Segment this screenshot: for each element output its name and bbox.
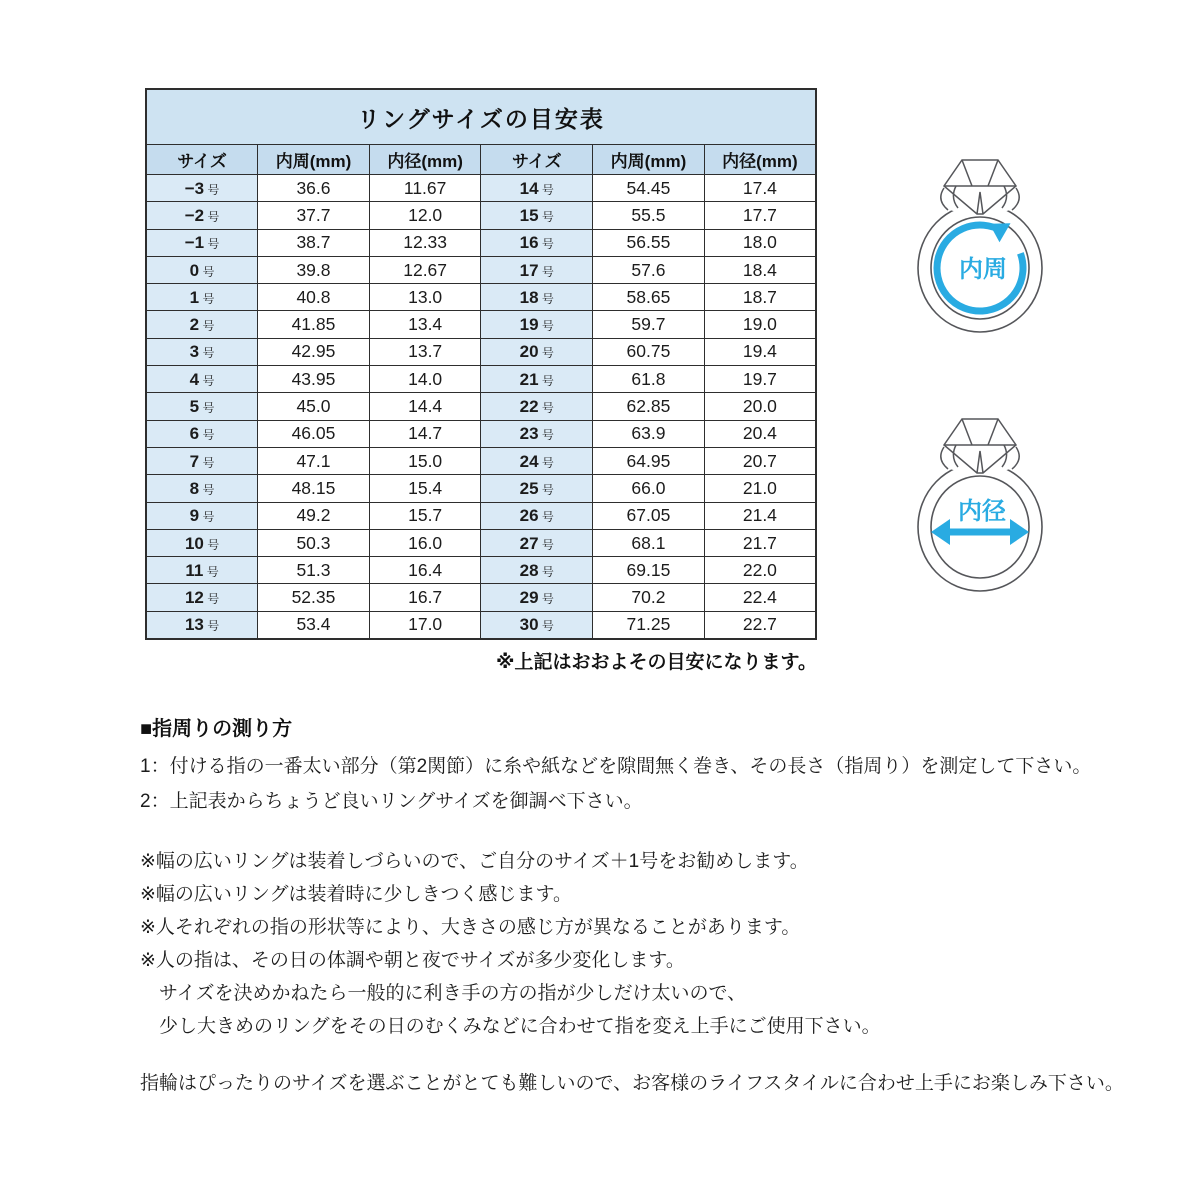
size-cell: 4 号: [146, 366, 258, 393]
inner-circumference-cell: 60.75: [593, 338, 705, 365]
size-cell: 22 号: [481, 393, 593, 420]
size-cell: −2 号: [146, 202, 258, 229]
size-cell: 14 号: [481, 175, 593, 202]
inner-diameter-cell: 16.4: [369, 557, 481, 584]
inner-diameter-cell: 21.7: [704, 529, 816, 556]
inner-circumference-cell: 69.15: [593, 557, 705, 584]
measure-steps: [140, 749, 1091, 819]
table-note: ※上記はおおよその目安になります。: [496, 652, 817, 673]
size-cell: 5 号: [146, 393, 258, 420]
inner-diameter-cell: 22.0: [704, 557, 816, 584]
inner-diameter-cell: 11.67: [369, 175, 481, 202]
inner-circumference-cell: 43.95: [258, 366, 370, 393]
size-cell: 20 号: [481, 338, 593, 365]
inner-diameter-cell: 16.7: [369, 584, 481, 611]
table-row: [146, 202, 816, 229]
size-cell: 7 号: [146, 447, 258, 474]
measure-heading: ■指周りの測り方: [140, 718, 293, 740]
inner-circumference-cell: 54.45: [593, 175, 705, 202]
inner-circumference-cell: 49.2: [258, 502, 370, 529]
inner-diameter-cell: 18.0: [704, 229, 816, 256]
table-row: [146, 284, 816, 311]
note-line-3: ※人それぞれの指の形状等により、大きさの感じ方が異なることがあります。: [140, 917, 801, 938]
size-cell: 16 号: [481, 229, 593, 256]
inner-circumference-cell: 46.05: [258, 420, 370, 447]
size-cell: 23 号: [481, 420, 593, 447]
inner-circumference-cell: 41.85: [258, 311, 370, 338]
size-cell: 8 号: [146, 475, 258, 502]
inner-circumference-cell: 40.8: [258, 284, 370, 311]
inner-diameter-cell: 14.4: [369, 393, 481, 420]
size-cell: 13 号: [146, 611, 258, 639]
size-cell: 28 号: [481, 557, 593, 584]
note-line-1: ※幅の広いリングは装着しづらいので、ご自分のサイズ＋1号をお勧めします。: [140, 851, 809, 872]
inner-circumference-cell: 70.2: [593, 584, 705, 611]
col-header-diameter-right: 内径(mm): [704, 145, 816, 175]
size-cell: −3 号: [146, 175, 258, 202]
inner-circumference-cell: 68.1: [593, 529, 705, 556]
inner-circumference-cell: 42.95: [258, 338, 370, 365]
inner-circumference-cell: 63.9: [593, 420, 705, 447]
inner-diameter-cell: 18.4: [704, 256, 816, 283]
ring-inner-circumference-diagram: [890, 146, 1080, 396]
inner-circumference-cell: 45.0: [258, 393, 370, 420]
col-header-circumference-left: 内周(mm): [258, 145, 370, 175]
size-cell: 2 号: [146, 311, 258, 338]
inner-diameter-cell: 15.0: [369, 447, 481, 474]
size-cell: −1 号: [146, 229, 258, 256]
size-cell: 12 号: [146, 584, 258, 611]
table-row: [146, 502, 816, 529]
col-header-size-left: サイズ: [146, 145, 258, 175]
size-cell: 29 号: [481, 584, 593, 611]
inner-diameter-cell: 17.0: [369, 611, 481, 639]
inner-circumference-label: 内周: [959, 256, 1007, 283]
inner-circumference-cell: 37.7: [258, 202, 370, 229]
note-line-2: ※幅の広いリングは装着時に少しきつく感じます。: [140, 884, 573, 905]
inner-circumference-cell: 50.3: [258, 529, 370, 556]
inner-circumference-cell: 56.55: [593, 229, 705, 256]
inner-diameter-cell: 15.4: [369, 475, 481, 502]
ring-outer-band: [918, 463, 1042, 591]
table-title: リングサイズの目安表: [146, 89, 816, 145]
size-cell: 27 号: [481, 529, 593, 556]
closing-note: 指輪はぴったりのサイズを選ぶことがとても難しいので、お客様のライフスタイルに合わせ上手にお楽しみ下さい。: [140, 1073, 1124, 1094]
inner-circumference-cell: 36.6: [258, 175, 370, 202]
circumference-arrow-head: [989, 223, 1010, 242]
size-cell: 19 号: [481, 311, 593, 338]
inner-diameter-cell: 19.0: [704, 311, 816, 338]
size-notes: [140, 845, 881, 1043]
inner-circumference-cell: 55.5: [593, 202, 705, 229]
table-row: [146, 256, 816, 283]
size-cell: 6 号: [146, 420, 258, 447]
inner-circumference-cell: 59.7: [593, 311, 705, 338]
inner-diameter-cell: 20.0: [704, 393, 816, 420]
inner-diameter-cell: 19.4: [704, 338, 816, 365]
col-header-circumference-right: 内周(mm): [593, 145, 705, 175]
inner-circumference-cell: 53.4: [258, 611, 370, 639]
inner-diameter-cell: 20.4: [704, 420, 816, 447]
inner-diameter-cell: 14.0: [369, 366, 481, 393]
inner-diameter-cell: 21.0: [704, 475, 816, 502]
table-row: [146, 393, 816, 420]
table-title-row: [146, 89, 816, 145]
inner-circumference-cell: 51.3: [258, 557, 370, 584]
inner-circumference-cell: 62.85: [593, 393, 705, 420]
size-cell: 11 号: [146, 557, 258, 584]
table-row: [146, 584, 816, 611]
inner-circumference-cell: 48.15: [258, 475, 370, 502]
table-row: [146, 229, 816, 256]
col-header-size-right: サイズ: [481, 145, 593, 175]
note-line-5: サイズを決めかねたら一般的に利き手の方の指が少しだけ太いので、: [140, 983, 747, 1004]
table-row: [146, 529, 816, 556]
inner-circumference-cell: 71.25: [593, 611, 705, 639]
inner-diameter-cell: 13.7: [369, 338, 481, 365]
table-row: [146, 175, 816, 202]
table-row: [146, 475, 816, 502]
inner-diameter-cell: 12.33: [369, 229, 481, 256]
inner-diameter-cell: 12.67: [369, 256, 481, 283]
inner-diameter-cell: 16.0: [369, 529, 481, 556]
inner-circumference-cell: 57.6: [593, 256, 705, 283]
size-cell: 30 号: [481, 611, 593, 639]
size-cell: 0 号: [146, 256, 258, 283]
inner-circumference-cell: 61.8: [593, 366, 705, 393]
size-cell: 15 号: [481, 202, 593, 229]
ring-size-table: [145, 88, 817, 640]
inner-diameter-cell: 20.7: [704, 447, 816, 474]
inner-diameter-cell: 15.7: [369, 502, 481, 529]
size-cell: 25 号: [481, 475, 593, 502]
inner-diameter-cell: 22.7: [704, 611, 816, 639]
size-cell: 3 号: [146, 338, 258, 365]
size-cell: 17 号: [481, 256, 593, 283]
note-line-6: 少し大きめのリングをその日のむくみなどに合わせて指を変え上手にご使用下さい。: [140, 1016, 881, 1037]
inner-circumference-cell: 47.1: [258, 447, 370, 474]
table-header-row: [146, 145, 816, 175]
inner-diameter-label: 内径: [958, 498, 1006, 525]
inner-diameter-cell: 13.0: [369, 284, 481, 311]
inner-diameter-cell: 17.4: [704, 175, 816, 202]
inner-circumference-cell: 64.95: [593, 447, 705, 474]
measure-step-1: 1：付ける指の一番太い部分（第2関節）に糸や紙などを隙間無く巻き、その長さ（指周り）を測定して下さい。: [140, 756, 1092, 777]
size-cell: 26 号: [481, 502, 593, 529]
size-cell: 9 号: [146, 502, 258, 529]
measure-step-2: 2：上記表からちょうど良いリングサイズを御調べ下さい。: [140, 791, 643, 812]
inner-diameter-cell: 13.4: [369, 311, 481, 338]
inner-circumference-cell: 39.8: [258, 256, 370, 283]
size-cell: 21 号: [481, 366, 593, 393]
inner-diameter-cell: 18.7: [704, 284, 816, 311]
table-row: [146, 447, 816, 474]
table-row: [146, 366, 816, 393]
note-line-4: ※人の指は、その日の体調や朝と夜でサイズが多少変化します。: [140, 950, 685, 971]
inner-circumference-cell: 52.35: [258, 584, 370, 611]
table-row: [146, 338, 816, 365]
inner-circumference-cell: 38.7: [258, 229, 370, 256]
size-cell: 24 号: [481, 447, 593, 474]
table-row: [146, 420, 816, 447]
size-table-body: [146, 175, 816, 640]
inner-diameter-cell: 17.7: [704, 202, 816, 229]
table-row: [146, 311, 816, 338]
inner-diameter-cell: 14.7: [369, 420, 481, 447]
table-row: [146, 557, 816, 584]
ring-inner-diameter-diagram: [890, 405, 1080, 655]
inner-diameter-cell: 12.0: [369, 202, 481, 229]
col-header-diameter-left: 内径(mm): [369, 145, 481, 175]
inner-circumference-cell: 58.65: [593, 284, 705, 311]
inner-circumference-cell: 66.0: [593, 475, 705, 502]
inner-diameter-cell: 19.7: [704, 366, 816, 393]
inner-diameter-cell: 21.4: [704, 502, 816, 529]
size-cell: 1 号: [146, 284, 258, 311]
size-cell: 18 号: [481, 284, 593, 311]
inner-diameter-cell: 22.4: [704, 584, 816, 611]
inner-circumference-cell: 67.05: [593, 502, 705, 529]
size-cell: 10 号: [146, 529, 258, 556]
table-row: [146, 611, 816, 639]
